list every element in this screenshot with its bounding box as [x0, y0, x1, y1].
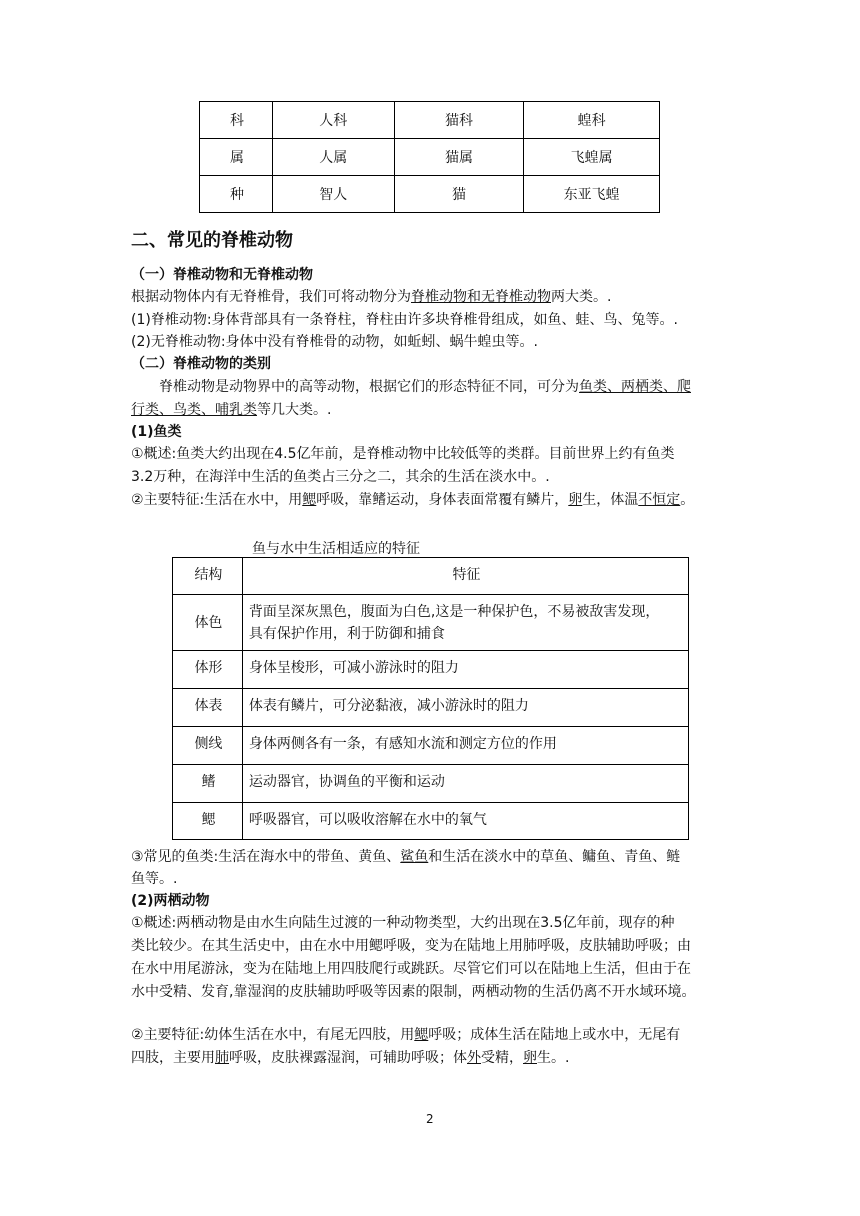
underlined-term: 脊椎动物和无脊椎动物: [411, 289, 551, 305]
table-cell: 飞蝗属: [524, 139, 660, 176]
table-cell: 猫科: [394, 102, 524, 139]
paragraph: [131, 489, 694, 511]
table-row: [200, 176, 660, 213]
underlined-term: 鱼类、两栖类、爬: [579, 379, 691, 395]
table-cell: 种: [200, 176, 273, 213]
text: 呼吸，靠鳍运动，身体表面常覆有鳞片，: [316, 492, 569, 508]
table-cell: 体表有鳞片，可分泌黏液，减小游泳时的阻力: [242, 689, 688, 727]
text: 。: [680, 492, 695, 508]
text: 根据动物体内有无脊椎骨，我们可将动物分为: [131, 289, 411, 305]
table-row: [173, 803, 689, 840]
taxonomy-table: [199, 101, 660, 213]
paragraph: [131, 286, 611, 308]
table-row: [173, 558, 689, 595]
paragraph: ①概述:鱼类大约出现在4.5亿年前，是脊椎动物中比较低等的类群。目前世界上约有鱼类: [131, 446, 675, 462]
table-header: 结构: [173, 558, 243, 595]
table-cell: 科: [200, 102, 273, 139]
table-row: [173, 595, 689, 651]
paragraph: 3.2万种，在海洋中生活的鱼类占三分之二，其余的生活在淡水中。.: [131, 469, 550, 485]
underlined-term: 肺: [215, 1050, 229, 1066]
underlined-term: 鳃: [302, 492, 317, 508]
underlined-term: 外: [467, 1050, 481, 1066]
paragraph: [131, 1047, 569, 1069]
table-cell: 运动器官，协调鱼的平衡和运动: [242, 765, 688, 803]
paragraph: [159, 376, 691, 398]
table-cell: 身体呈梭形，可减小游泳时的阻力: [242, 651, 688, 689]
paragraph: [131, 1024, 680, 1046]
table-cell: 属: [200, 139, 273, 176]
text: ②主要特征:生活在水中，用: [131, 492, 303, 508]
text: ③常见的鱼类:生活在海水中的带鱼、黄鱼、: [131, 849, 401, 865]
table-cell: 猫: [394, 176, 524, 213]
text: 和生活在淡水中的草鱼、鳙鱼、青鱼、鲢: [428, 849, 681, 865]
table-cell: 人属: [272, 139, 394, 176]
paragraph: (1)脊椎动物:身体背部具有一条脊柱，脊柱由许多块脊椎骨组成，如鱼、蛙、鸟、兔等。.: [131, 312, 678, 328]
subsection-title: (2)两栖动物: [131, 893, 210, 909]
underlined-term: 不恒定: [638, 492, 681, 508]
text: 呼吸，皮肤裸露湿润，可辅助呼吸；体: [229, 1050, 467, 1066]
text: ②主要特征:幼体生活在水中，有尾无四肢，用: [131, 1027, 415, 1043]
subsection-title: （一）脊椎动物和无脊椎动物: [131, 267, 313, 283]
table-cell: 猫属: [394, 139, 524, 176]
table-caption: 鱼与水中生活相适应的特征: [252, 541, 420, 557]
table-cell: [242, 595, 688, 651]
table-cell: 侧线: [173, 727, 243, 765]
text: 受精，: [481, 1050, 523, 1066]
section-title: 二、常见的脊椎动物: [131, 230, 293, 251]
underlined-term: 卵: [523, 1050, 537, 1066]
paragraph: ①概述:两栖动物是由水生向陆生过渡的一种动物类型，大约出现在3.5亿年前，现存的种: [131, 915, 675, 931]
table-cell: 体表: [173, 689, 243, 727]
subsection-title: (1)鱼类: [131, 424, 182, 440]
paragraph: 类比较少。在其生活史中，由在水中用鳃呼吸，变为在陆地上用肺呼吸，皮肤辅助呼吸；由: [131, 938, 691, 954]
text: 脊椎动物是动物界中的高等动物，根据它们的形态特征不同，可分为: [159, 379, 579, 395]
cell-line: 具有保护作用，利于防御和捕食: [248, 626, 445, 642]
page-number: 2: [426, 1112, 434, 1126]
table-cell: 蝗科: [524, 102, 660, 139]
underlined-term: 鳃: [414, 1027, 429, 1043]
paragraph: [131, 399, 331, 421]
table-cell: 智人: [272, 176, 394, 213]
table-cell: 鳍: [173, 765, 243, 803]
text: 呼吸；成体生活在陆地上或水中，无尾有: [428, 1027, 681, 1043]
paragraph: 在水中用尾游泳，变为在陆地上用四肢爬行或跳跃。尽管它们可以在陆地上生活，但由于在: [131, 961, 691, 977]
table-row: [200, 102, 660, 139]
paragraph: [131, 846, 680, 868]
table-row: [200, 139, 660, 176]
table-row: [173, 727, 689, 765]
text: 生，体温: [582, 492, 639, 508]
table-cell: 呼吸器官，可以吸收溶解在水中的氧气: [242, 803, 688, 840]
table-header: 特征: [242, 558, 688, 595]
table-cell: 体色: [173, 595, 243, 651]
fish-adaptation-table: [172, 557, 689, 840]
text: 生。.: [537, 1050, 570, 1066]
subsection-title: （二）脊椎动物的类别: [131, 356, 271, 372]
table-cell: 人科: [272, 102, 394, 139]
table-row: [173, 651, 689, 689]
table-cell: 体形: [173, 651, 243, 689]
table-cell: 身体两侧各有一条，有感知水流和测定方位的作用: [242, 727, 688, 765]
table-row: [173, 689, 689, 727]
paragraph: 水中受精、发育,靠湿润的皮肤辅助呼吸等因素的限制，两栖动物的生活仍离不开水域环境。: [131, 984, 696, 1000]
text: 两大类。.: [551, 289, 612, 305]
table-cell: 鳃: [173, 803, 243, 840]
paragraph: (2)无脊椎动物:身体中没有脊椎骨的动物，如蚯蚓、蜗牛蝗虫等。.: [131, 334, 538, 350]
cell-line: 背面呈深灰黑色，腹面为白色,这是一种保护色，不易被敌害发现，: [248, 604, 660, 620]
underlined-term: 鲨鱼: [400, 849, 429, 865]
underlined-term: 卵: [568, 492, 583, 508]
table-row: [173, 765, 689, 803]
text: 等几大类。.: [257, 402, 332, 418]
table-cell: 东亚飞蝗: [524, 176, 660, 213]
text: 四肢，主要用: [131, 1050, 215, 1066]
underlined-term: 行类、鸟类、哺乳类: [131, 402, 257, 418]
paragraph: 鱼等。.: [131, 871, 178, 887]
